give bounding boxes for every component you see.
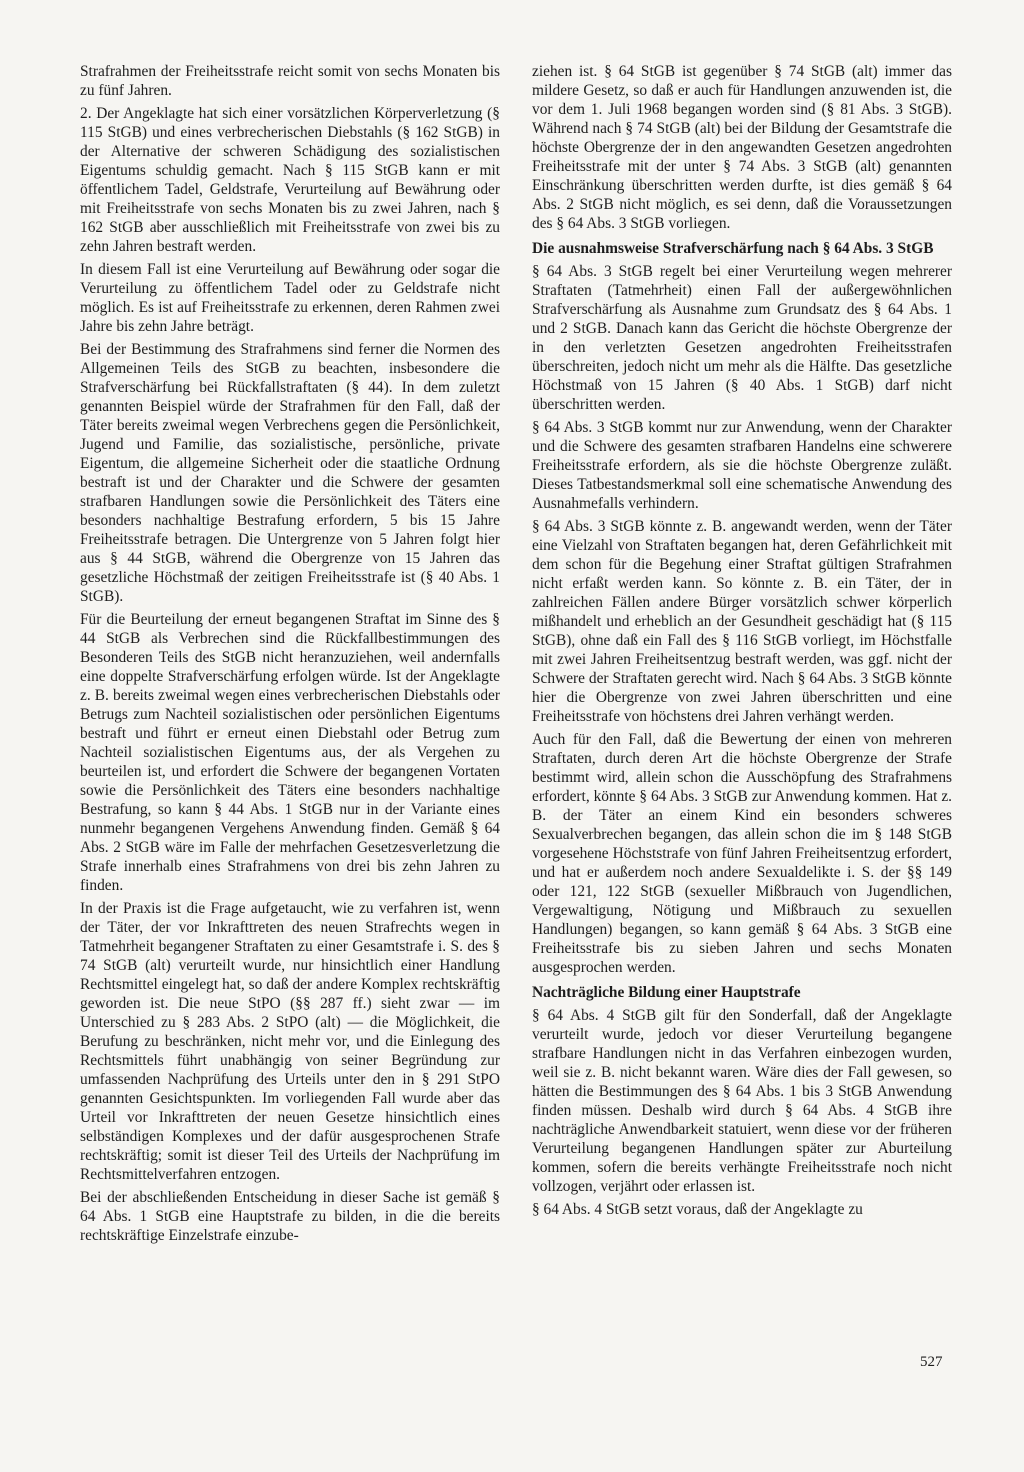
paragraph: Auch für den Fall, daß die Bewertung der einen von mehreren Straftaten, durch deren Art die höchste Obergrenze der Strafe bestimmt wird, allein schon die Ausschöpfung des Strafrahmens erfordert, könnte § 64 Abs. 3 StGB zur Anwendung kommen. Hat z. B. der Täter an einem Kind ein besonders schweres Sexualverbrechen begangen, das allein schon die im § 148 StGB vorgesehene Höchststrafe von fünf Jahren Freiheitsentzug erfordert, und hat er außerdem noch andere Sexualdelikte i. S. der §§ 149 oder 121, 122 StGB (sexueller Mißbrauch von Jugendlichen, Vergewaltigung, Nötigung und Mißbrauch zu sexuellen Handlungen) begangen, so kann gemäß § 64 Abs. 3 StGB eine Freiheitsstrafe bis zu sieben Jahren und sechs Monaten ausgesprochen werden. (532, 731, 952, 976)
right-column (532, 62, 952, 1223)
left-column (80, 62, 500, 1249)
paragraph: § 64 Abs. 4 StGB setzt voraus, daß der Angeklagte zu (532, 1201, 863, 1218)
paragraph: § 64 Abs. 4 StGB gilt für den Sonderfall, daß der Angeklagte verurteilt wurde, jedoch vor dieser Verurteilung begangene strafbare Handlungen nicht in das Verfahren einbezogen wurden, weil sie z. B. nicht bekannt waren. Wäre dies der Fall gewesen, so hätten die Bestimmungen des § 64 Abs. 1 bis 3 StGB Anwendung finden müssen. Deshalb wird durch § 64 Abs. 4 StGB ihre nachträgliche Anwendbarkeit statuiert, wenn diese vor der früheren Verurteilung begangenen Handlungen später zur Aburteilung kommen, sofern die bereits verhängte Freiheitsstrafe noch nicht vollzogen, verjährt oder erlassen ist. (532, 1007, 952, 1195)
paragraph: Strafrahmen der Freiheitsstrafe reicht somit von sechs Monaten bis zu fünf Jahren. (80, 63, 500, 99)
section-heading: Die ausnahmsweise Strafverschärfung nach § 64 Abs. 3 StGB (532, 240, 934, 257)
paragraph: § 64 Abs. 3 StGB regelt bei einer Verurteilung wegen mehrerer Straftaten (Tatmehrheit) einen Fall der außergewöhnlichen Strafverschärfung als Ausnahme zum Grundsatz des § 64 Abs. 1 und 2 StGB. Danach kann das Gericht die höchste Obergrenze der in den verletzten Gesetzen angedrohten Freiheitsstrafen überschreiten, jedoch nicht um mehr als die Hälfte. Das gesetzliche Höchstmaß von 15 Jahren (§ 40 Abs. 1 StGB) darf nicht überschritten werden. (532, 263, 952, 413)
paragraph: In diesem Fall ist eine Verurteilung auf Bewährung oder sogar die Verurteilung zu öffentlichem Tadel oder zu Geldstrafe nicht möglich. Es ist auf Freiheitsstrafe zu erkennen, deren Rahmen zwei Jahre bis zehn Jahre beträgt. (80, 261, 500, 335)
paragraph: ziehen ist. § 64 StGB ist gegenüber § 74 StGB (alt) immer das mildere Gesetz, so daß er auch für Handlungen anzuwenden ist, die vor dem 1. Juli 1968 begangen worden sind (§ 81 Abs. 3 StGB). Während nach § 74 StGB (alt) bei der Bildung der Gesamtstrafe die höchste Obergrenze der in den angewandten Gesetzen angedrohten Freiheitsstrafe mit der unter § 74 Abs. 3 StGB (alt) genannten Einschränkung überschritten werden durfte, ist dies gemäß § 64 Abs. 2 StGB nicht möglich, es sei denn, daß die Voraussetzungen des § 64 Abs. 3 StGB vorliegen. (532, 63, 952, 232)
paragraph: Bei der Bestimmung des Strafrahmens sind ferner die Normen des Allgemeinen Teils des StGB zu beachten, insbesondere die Strafverschärfung bei Rückfallstraftaten (§ 44). In dem zuletzt genannten Beispiel würde der Strafrahmen für den Fall, daß der Täter bereits zweimal wegen Verbrechens gegen die Persönlichkeit, Jugend und Familie, das sozialistische, persönliche, private Eigentum, die allgemeine Sicherheit oder die staatliche Ordnung bestraft ist und der Charakter und die Schwere der gesamten strafbaren Handlungen sowie die Persönlichkeit des Täters eine besonders nachhaltige Bestrafung erfordern, 5 bis 15 Jahre Freiheitsstrafe betragen. Die Untergrenze von 5 Jahren folgt hier aus § 44 StGB, während die Obergrenze von 15 Jahren das gesetzliche Höchstmaß der zeitigen Freiheitsstrafe ist (§ 40 Abs. 1 StGB). (80, 341, 500, 605)
section-heading: Nachträgliche Bildung einer Hauptstrafe (532, 984, 801, 1001)
paragraph: 2. Der Angeklagte hat sich einer vorsätzlichen Körperverletzung (§ 115 StGB) und eines verbrecherischen Diebstahls (§ 162 StGB) in der Alternative der schweren Schädigung des sozialistischen Eigentums schuldig gemacht. Nach § 115 StGB kann er mit öffentlichem Tadel, Geldstrafe, Verurteilung auf Bewährung oder mit Freiheitsstrafe von sechs Monaten bis zu zwei Jahren, nach § 162 StGB aber ausschließlich mit Freiheitsstrafe von zwei bis zu zehn Jahren bestraft werden. (80, 105, 500, 255)
page-number: 527 (920, 1354, 943, 1370)
paragraph: Bei der abschließenden Entscheidung in dieser Sache ist gemäß § 64 Abs. 1 StGB eine Hauptstrafe zu bilden, in die die bereits rechtskräftige Einzelstrafe einzube- (80, 1189, 500, 1244)
paragraph: Für die Beurteilung der erneut begangenen Straftat im Sinne des § 44 StGB als Verbrechen sind die Rückfallbestimmungen des Besonderen Teils des StGB nicht heranzuziehen, weil andernfalls eine doppelte Strafverschärfung erfolgen würde. Ist der Angeklagte z. B. bereits zweimal wegen eines verbrecherischen Diebstahls oder Betrugs zum Nachteil sozialistischen oder persönlichen Eigentums bestraft und führt er erneut einen Diebstahl oder Betrug zum Nachteil sozialistischen Eigentums aus, der als Vergehen zu beurteilen ist, und erfordert die Schwere der begangenen Vortaten sowie die Persönlichkeit des Täters eine besonders nachhaltige Bestrafung, so kann § 44 Abs. 1 StGB nur in der Variante eines nunmehr begangenen Vergehens Anwendung finden. Gemäß § 64 Abs. 2 StGB wäre im Falle der mehrfachen Gesetzesverletzung die Strafe innerhalb eines Strafrahmens von drei bis zehn Jahren zu finden. (80, 611, 500, 894)
paragraph: § 64 Abs. 3 StGB könnte z. B. angewandt werden, wenn der Täter eine Vielzahl von Straftaten begangen hat, deren Gefährlichkeit mit dem schon für die Begehung einer Straftat gültigen Strafrahmen nicht erfaßt werden kann. So könnte z. B. ein Täter, der in zahlreichen Fällen andere Bürger vorsätzlich schwer körperlich mißhandelt und erheblich an der Gesundheit geschädigt hat (§ 115 StGB), ohne daß ein Fall des § 116 StGB vorliegt, im Höchstfalle mit zwei Jahren Freiheitsentzug bestraft werden, was ggf. nicht der Schwere der Straftaten gerecht wird. Nach § 64 Abs. 3 StGB könnte hier die Obergrenze von zwei Jahren überschritten und eine Freiheitsstrafe von höchstens drei Jahren verhängt werden. (532, 518, 952, 725)
paragraph: § 64 Abs. 3 StGB kommt nur zur Anwendung, wenn der Charakter und die Schwere des gesamten strafbaren Handelns eine schwerere Freiheitsstrafe erfordern, als sie die höchste Obergrenze zuläßt. Dieses Tatbestandsmerkmal soll eine schematische Anwendung des Ausnahmefalls verhindern. (532, 419, 952, 512)
paragraph: In der Praxis ist die Frage aufgetaucht, wie zu verfahren ist, wenn der Täter, der vor Inkrafttreten des neuen Strafrechts wegen in Tatmehrheit begangener Straftaten zu einer Gesamtstrafe i. S. des § 74 StGB (alt) verurteilt wurde, nur hinsichtlich einer Handlung Rechtsmittel eingelegt hat, so daß der andere Komplex rechtskräftig geworden ist. Die neue StPO (§§ 287 ff.) sieht zwar — im Unterschied zu § 283 Abs. 2 StPO (alt) — die Möglichkeit, die Berufung zu beschränken, nicht mehr vor, und die Einlegung des Rechtsmittels führt unabhängig von seiner Begründung zur umfassenden Nachprüfung des Urteils unter den in § 291 StPO genannten Gesichtspunkten. Im vorliegenden Fall wurde aber das Urteil vor Inkrafttreten der neuen Gesetze hinsichtlich eines selbständigen Komplexes und der dafür ausgesprochenen Strafe rechtskräftig; somit ist dieser Teil des Urteils der Nachprüfung im Rechtsmittelverfahren entzogen. (80, 900, 500, 1183)
